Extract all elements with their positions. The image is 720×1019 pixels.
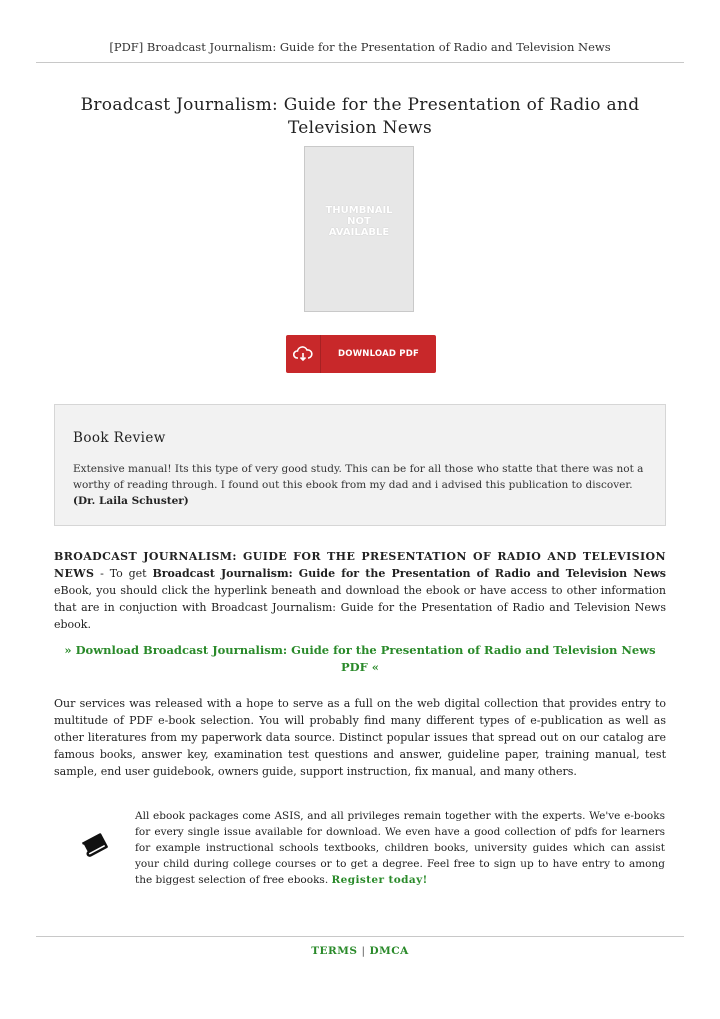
packages-text: All ebook packages come ASIS, and all privileges remain together with the experts. We've e-books for every single issue available for download. We even have a good collection of pdfs for learners for example instructional schools textbooks, children books, university guides which can assist your child during college courses or to get a degree. Feel free to sign up to have entry to among the biggest selection of free ebooks.: [135, 810, 665, 886]
book-thumbnail: [304, 146, 414, 312]
register-today-link[interactable]: Register today!: [331, 874, 428, 886]
download-pdf-label: DOWNLOAD PDF: [338, 349, 419, 359]
download-pdf-link[interactable]: » Download Broadcast Journalism: Guide for the Presentation of Radio and Television News PDF «: [64, 643, 656, 674]
page-title: Broadcast Journalism: Guide for the Presentation of Radio and Television News: [80, 95, 640, 138]
thumbnail-placeholder-text: THUMBNAIL NOT AVAILABLE: [325, 205, 393, 238]
download-pdf-button[interactable]: [286, 335, 436, 373]
footer: [0, 945, 720, 957]
cloud-download-icon: [286, 335, 321, 373]
review-body: Extensive manual! Its this type of very good study. This can be for all those who statte that there was not a worthy of reading through. I found out this ebook from my dad and i advised this publication to discover.: [73, 463, 644, 491]
terms-link[interactable]: TERMS: [311, 945, 358, 957]
intro-caps-title: BROADCAST JOURNALISM: GUIDE FOR THE PRESENTATION OF RADIO AND TELEVISION NEWS: [54, 550, 666, 580]
intro-prefix: - To get: [94, 567, 153, 580]
header-divider: [36, 62, 684, 63]
packages-paragraph: [135, 808, 665, 888]
intro-paragraph: [54, 548, 666, 633]
dmca-link[interactable]: DMCA: [369, 945, 409, 957]
services-paragraph: Our services was released with a hope to serve as a full on the web digital collection that provides entry to multitude of PDF e-book selection. You will probably find many different types of e-publication as well as other literatures from my paperwork data source. Distinct popular issues that spread out on our catalog are famous books, answer key, examination test questions and answer, guideline paper, training manual, test sample, end user guidebook, owners guide, support instruction, fix manual, and many others.: [54, 697, 666, 778]
book-icon: [78, 828, 112, 860]
footer-divider: [36, 936, 684, 937]
intro-bold-title: Broadcast Journalism: Guide for the Presentation of Radio and Television News: [152, 567, 667, 580]
review-text: [73, 461, 653, 509]
review-heading: Book Review: [73, 430, 166, 446]
footer-separator: |: [361, 945, 366, 957]
intro-suffix: eBook, you should click the hyperlink beneath and download the ebook or have access to other information that are in conjuction with Broadcast Journalism: Guide for the Presentation of Radio and Television News ebook.: [54, 584, 666, 631]
review-author: (Dr. Laila Schuster): [73, 495, 189, 507]
book-review-box: [54, 404, 666, 526]
page-header: [PDF] Broadcast Journalism: Guide for the Presentation of Radio and Television News: [109, 40, 611, 54]
